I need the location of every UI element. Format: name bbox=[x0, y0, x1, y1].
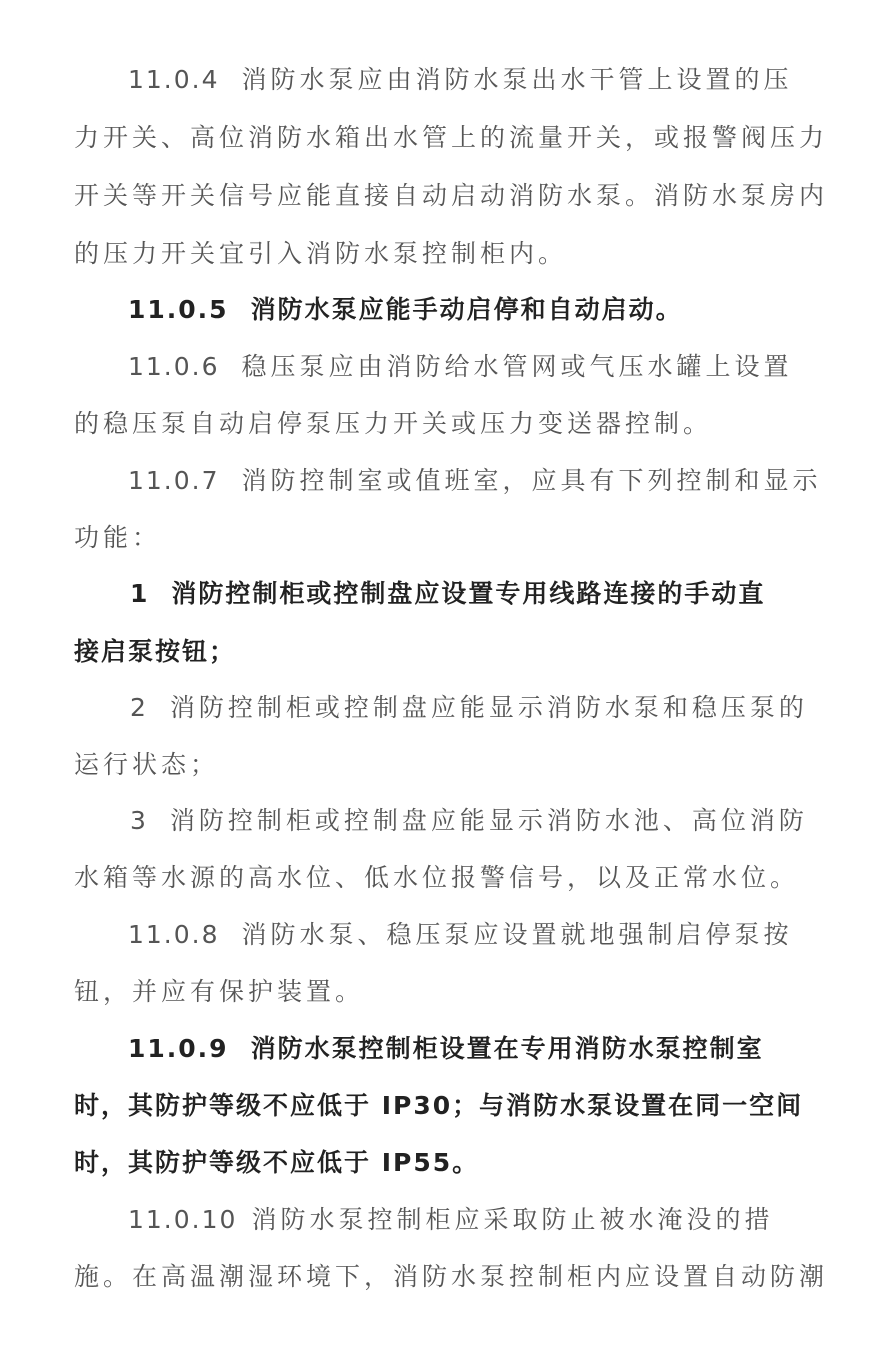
item-text: 消防控制柜或控制盘应能显示消防水泵和稳压泵的 bbox=[169, 693, 808, 722]
clause-11-0-9-line-1 bbox=[0, 1029, 870, 1069]
clause-text: 消防水泵应能手动启停和自动启动。 bbox=[250, 295, 683, 324]
clause-11-0-4-line-4: 的压力开关宜引入消防水泵控制柜内。 bbox=[74, 239, 568, 268]
clause-11-0-4-line-3: 开关等开关信号应能直接自动启动消防水泵。消防水泵房内 bbox=[74, 181, 829, 210]
item-3-line-2: 水箱等水源的高水位、低水位报警信号，以及正常水位。 bbox=[74, 863, 800, 892]
clause-number: 11.0.6 bbox=[128, 352, 220, 381]
clause-number: 11.0.8 bbox=[128, 920, 220, 949]
clause-11-0-6-line-1 bbox=[0, 347, 870, 387]
clause-text: 消防控制室或值班室，应具有下列控制和显示 bbox=[241, 466, 822, 495]
clause-11-0-4-line-1 bbox=[0, 60, 870, 100]
clause-text: 消防水泵控制柜应采取防止被水淹没的措 bbox=[251, 1205, 774, 1234]
clause-11-0-9-line-2: 时，其防护等级不应低于 IP30；与消防水泵设置在同一空间 bbox=[74, 1091, 804, 1120]
clause-11-0-8-line-2: 钮，并应有保护装置。 bbox=[74, 977, 365, 1006]
item-number: 1 bbox=[130, 579, 150, 608]
clause-number: 11.0.7 bbox=[128, 466, 220, 495]
item-1-line-2: 接启泵按钮； bbox=[74, 637, 237, 666]
clause-number: 11.0.9 bbox=[128, 1034, 229, 1063]
clause-11-0-10-line-2: 施。在高温潮湿环境下，消防水泵控制柜内应设置自动防潮 bbox=[74, 1262, 829, 1291]
clause-text: 稳压泵应由消防给水管网或气压水罐上设置 bbox=[241, 352, 793, 381]
clause-number: 11.0.5 bbox=[128, 295, 229, 324]
item-number: 2 bbox=[130, 693, 148, 722]
item-2-line-2: 运行状态； bbox=[74, 750, 220, 779]
clause-11-0-6-line-2: 的稳压泵自动启停泵压力开关或压力变送器控制。 bbox=[74, 409, 713, 438]
clause-11-0-9-line-3: 时，其防护等级不应低于 IP55。 bbox=[74, 1148, 480, 1177]
clause-11-0-10-line-1 bbox=[0, 1200, 870, 1240]
clause-11-0-7-line-1 bbox=[0, 461, 870, 501]
clause-11-0-5-line-1 bbox=[0, 290, 870, 330]
clause-text: 消防水泵、稳压泵应设置就地强制启停泵按 bbox=[241, 920, 793, 949]
clause-text: 消防水泵应由消防水泵出水干管上设置的压 bbox=[241, 65, 793, 94]
clause-11-0-7-line-2: 功能： bbox=[74, 523, 162, 552]
item-1-line-1 bbox=[0, 574, 870, 614]
clause-number: 11.0.10 bbox=[128, 1205, 238, 1234]
item-3-line-1 bbox=[0, 801, 870, 841]
clause-text: 消防水泵控制柜设置在专用消防水泵控制室 bbox=[250, 1034, 764, 1063]
clause-number: 11.0.4 bbox=[128, 65, 220, 94]
clause-11-0-8-line-1 bbox=[0, 915, 870, 955]
item-number: 3 bbox=[130, 806, 148, 835]
clause-11-0-4-line-2: 力开关、高位消防水箱出水管上的流量开关，或报警阀压力 bbox=[74, 123, 829, 152]
item-2-line-1 bbox=[0, 688, 870, 728]
item-text: 消防控制柜或控制盘应设置专用线路连接的手动直 bbox=[171, 579, 766, 608]
item-text: 消防控制柜或控制盘应能显示消防水池、高位消防 bbox=[169, 806, 808, 835]
